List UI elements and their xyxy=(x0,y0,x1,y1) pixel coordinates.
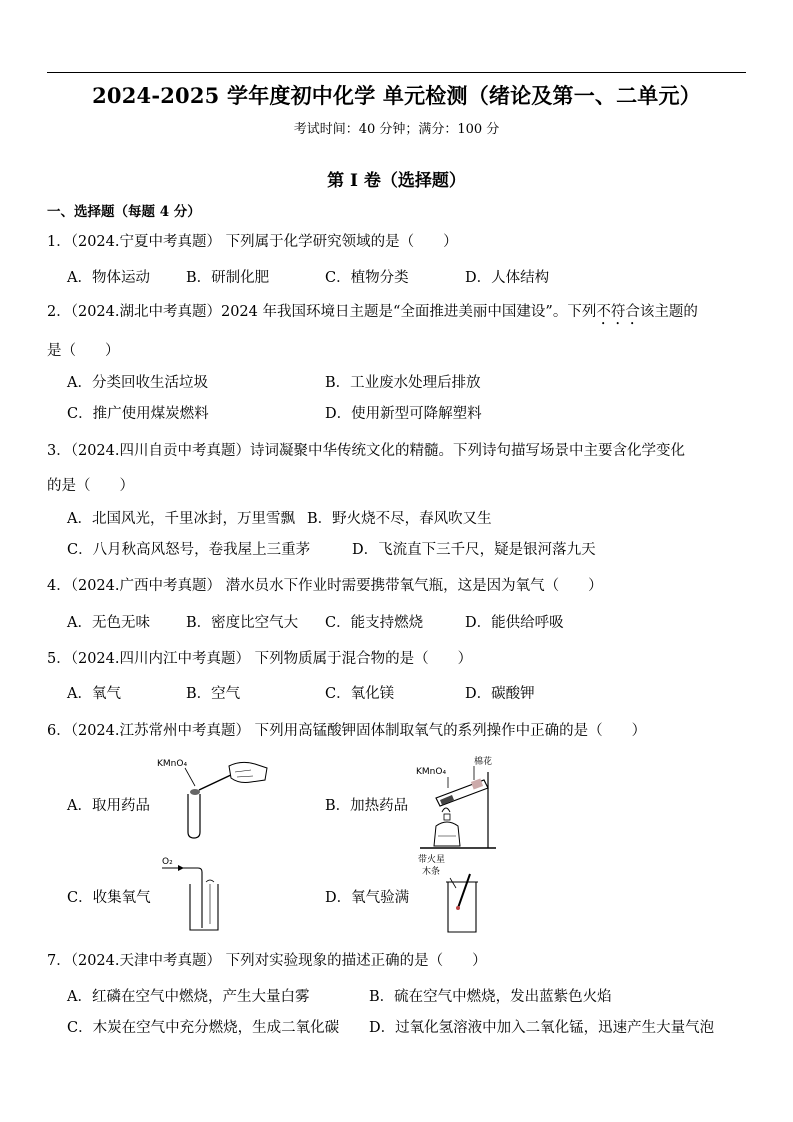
q7-option-b: B．硫在空气中燃烧，发出蓝紫色火焰 xyxy=(369,989,612,1005)
question-7-stem: 7．（2024.天津中考真题） 下列对实验现象的描述正确的是（ ） xyxy=(47,953,487,969)
q2-stem-post: 该主题的 xyxy=(639,304,698,320)
q6-option-a: A．取用药品 xyxy=(67,798,150,814)
part-heading: 一、选择题（每题 4 分） xyxy=(47,204,201,220)
q4-option-a: A．无色无味 xyxy=(67,615,150,631)
exam-info: 考试时间：40 分钟；满分：100 分 xyxy=(293,122,500,137)
q3-option-c: C．八月秋高风怒号，卷我屋上三重茅 xyxy=(67,542,311,558)
q1-option-b: B．研制化肥 xyxy=(186,270,270,286)
q2-stem-pre: 2．（2024.湖北中考真题）2024 年我国环境日主题是“全面推进美丽中国建设”。下列 xyxy=(47,304,597,320)
fig-d-splint xyxy=(458,874,470,908)
q2-option-b: B．工业废水处理后排放 xyxy=(325,375,481,391)
fig-d-gas-bottle xyxy=(448,882,476,932)
section-title: 第 I 卷（选择题） xyxy=(327,171,466,191)
q4-option-d: D．能供给呼吸 xyxy=(465,615,564,631)
fig-b-kmno4-label: KMnO₄ xyxy=(416,767,447,777)
q2-option-d: D．使用新型可降解塑料 xyxy=(325,406,482,422)
q7-option-d: D．过氧化氢溶液中加入二氧化锰，迅速产生大量气泡 xyxy=(369,1020,715,1036)
q4-option-c: C．能支持燃烧 xyxy=(325,615,424,631)
q5-option-a: A．氧气 xyxy=(67,686,121,702)
q2-stem-emphasis: 不符合 xyxy=(596,304,640,320)
fig-a-test-tube xyxy=(188,794,200,838)
fig-a-hand xyxy=(229,762,267,782)
q7-option-a: A．红磷在空气中燃烧，产生大量白雾 xyxy=(67,989,310,1005)
figure-heat-reagent xyxy=(410,752,500,852)
page-title: 2024-2025 学年度初中化学 单元检测（绪论及第一、二单元） xyxy=(92,83,701,108)
question-2-stem-line2: 是（ ） xyxy=(47,343,120,359)
q6-option-c: C．收集氧气 xyxy=(67,890,151,906)
fig-a-leader-line xyxy=(185,768,195,786)
fig-b-flame xyxy=(442,808,450,812)
q3-option-a: A．北国风光，千里冰封，万里雪飘 xyxy=(67,511,295,527)
q5-option-d: D．碳酸钾 xyxy=(465,686,535,702)
fig-a-kmno4-label: KMnO₄ xyxy=(157,759,188,769)
fig-b-cotton-label: 棉花 xyxy=(474,757,493,767)
q1-option-d: D．人体结构 xyxy=(465,270,550,286)
fig-a-spoon-head xyxy=(190,789,200,795)
question-3-stem: 3．（2024.四川自贡中考真题）诗词凝聚中华传统文化的精髓。下列诗句描写场景中主要含化学变化 xyxy=(47,443,685,459)
figure-test-full xyxy=(412,852,492,936)
figure-take-reagent xyxy=(155,752,275,842)
figure-collect-oxygen xyxy=(160,854,230,934)
q5-option-c: C．氧化镁 xyxy=(325,686,395,702)
header-rule xyxy=(47,72,746,73)
question-3-stem-line2: 的是（ ） xyxy=(47,478,134,494)
fig-d-glowing-label: 带火星 xyxy=(418,855,446,865)
question-6-stem: 6．（2024.江苏常州中考真题） 下列用高锰酸钾固体制取氧气的系列操作中正确的是（ ） xyxy=(47,723,647,739)
question-5-stem: 5．（2024.四川内江中考真题） 下列物质属于混合物的是（ ） xyxy=(47,651,473,667)
q3-option-b: B．野火烧不尽，春风吹又生 xyxy=(307,511,492,527)
q6-option-d: D．氧气验满 xyxy=(325,890,410,906)
q2-option-a: A．分类回收生活垃圾 xyxy=(67,375,208,391)
q1-option-a: A．物体运动 xyxy=(67,270,150,286)
question-2-stem xyxy=(47,300,698,328)
q1-option-c: C．植物分类 xyxy=(325,270,409,286)
question-4-stem: 4．（2024.广西中考真题） 潜水员水下作业时需要携带氧气瓶，这是因为氧气（ ） xyxy=(47,578,603,594)
fig-c-o2-label: O₂ xyxy=(162,857,173,867)
q2-option-c: C．推广使用煤炭燃料 xyxy=(67,406,209,422)
fig-c-gas-bottle xyxy=(190,884,218,930)
q7-option-c: C．木炭在空气中充分燃烧，生成二氧化碳 xyxy=(67,1020,340,1036)
fig-b-alcohol-lamp xyxy=(434,822,460,846)
q4-option-b: B．密度比空气大 xyxy=(186,615,299,631)
fig-a-spoon-handle xyxy=(199,774,233,790)
fig-c-delivery-tube xyxy=(198,868,202,928)
q5-option-b: B．空气 xyxy=(186,686,241,702)
question-1-stem: 1．（2024.宁夏中考真题） 下列属于化学研究领域的是（ ） xyxy=(47,234,458,250)
q6-option-b: B．加热药品 xyxy=(325,798,409,814)
fig-d-splint-label: 木条 xyxy=(422,867,441,877)
q3-option-d: D．飞流直下三千尺，疑是银河落九天 xyxy=(352,542,596,558)
